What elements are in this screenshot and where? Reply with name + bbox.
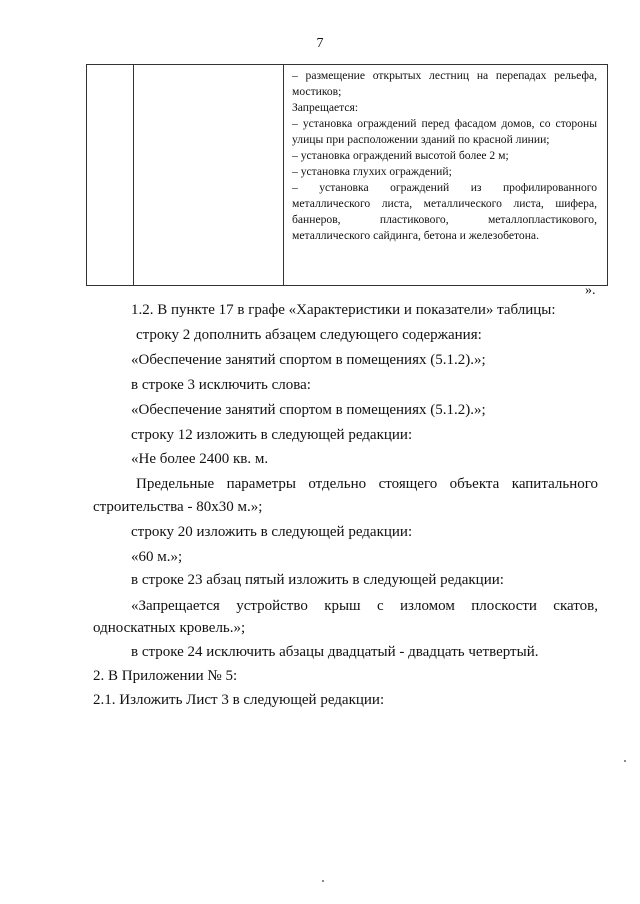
table-column-divider (283, 65, 284, 285)
page-number: 7 (316, 36, 324, 51)
paragraph: в строке 3 исключить слова: (131, 377, 311, 393)
paragraph: «60 м.»; (131, 549, 183, 565)
table-line: – установка ограждений высотой более 2 м; (292, 149, 509, 162)
paragraph: в строке 23 абзац пятый изложить в следующей редакции: (131, 572, 504, 588)
paragraph: в строке 24 исключить абзацы двадцатый - двадцать четвертый. (131, 644, 539, 660)
table-line: – установка ограждений из профилированного металлического листа, металлического листа, шифера, баннеров, пластикового, металлопластикового, металлического сайдинга, бетона и железобетона. (292, 181, 597, 242)
paragraph: 2.1. Изложить Лист 3 в следующей редакции: (93, 692, 385, 708)
table-column-divider (133, 65, 134, 285)
paragraph: строку 2 дополнить абзацем следующего содержания: (136, 327, 482, 343)
table-line: Запрещается: (292, 101, 359, 114)
paragraph: «Обеспечение занятий спортом в помещениях (5.1.2).»; (131, 402, 486, 418)
paragraph: 2. В Приложении № 5: (93, 668, 238, 684)
scan-speck (624, 760, 626, 762)
paragraph-line: односкатных кровель.»; (93, 620, 246, 636)
table-fragment (86, 64, 608, 286)
table-line: – размещение открытых лестниц на перепадах рельефа, мостиков; (292, 69, 597, 98)
paragraph: «Не более 2400 кв. м. (131, 451, 269, 467)
scan-speck (322, 880, 324, 882)
paragraph: «Обеспечение занятий спортом в помещениях (5.1.2).»; (131, 352, 486, 368)
paragraph-line: «Запрещается устройство крыш с изломом плоскости скатов, (131, 598, 598, 614)
table-cell-text (292, 68, 597, 244)
paragraph: 1.2. В пункте 17 в графе «Характеристики и показатели» таблицы: (131, 302, 556, 318)
paragraph-line: строительства - 80х30 м.»; (93, 499, 263, 515)
paragraph-line: Предельные параметры отдельно стоящего объекта капитального (136, 476, 598, 492)
closing-quote: ». (585, 283, 596, 298)
paragraph: строку 12 изложить в следующей редакции: (131, 427, 413, 443)
table-line: – установка глухих ограждений; (292, 165, 452, 178)
paragraph: строку 20 изложить в следующей редакции: (131, 524, 413, 540)
table-line: – установка ограждений перед фасадом домов, со стороны улицы при расположении зданий по красной линии; (292, 117, 597, 146)
